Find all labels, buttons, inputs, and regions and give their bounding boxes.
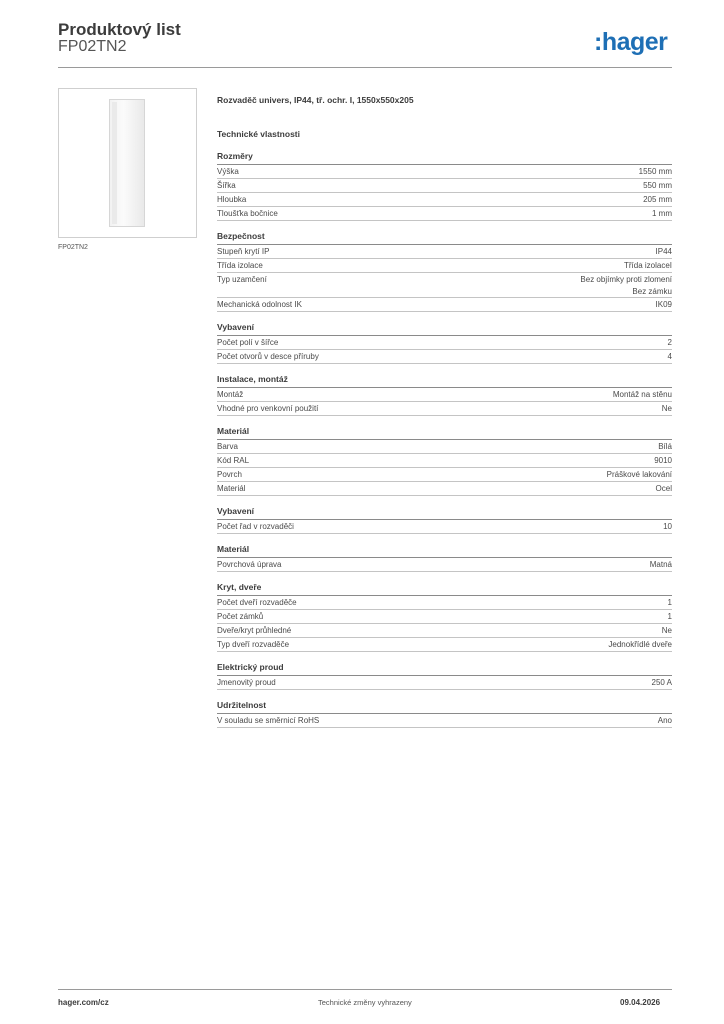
- header-divider: [58, 67, 672, 68]
- product-code: FP02TN2: [58, 38, 127, 55]
- spec-label: Povrchová úprava: [217, 560, 282, 569]
- product-title: Rozvaděč univers, IP44, tř. ochr. I, 1550x550x205: [217, 95, 414, 105]
- footer-website[interactable]: hager.com/cz: [58, 998, 109, 1007]
- spec-value: 4: [667, 352, 672, 361]
- spec-label: Počet řad v rozvaděči: [217, 522, 294, 531]
- spec-label: Šířka: [217, 181, 236, 190]
- spec-value: Třída izolaceI: [623, 261, 672, 270]
- tech-heading: Technické vlastnosti: [217, 129, 300, 139]
- spec-label: Kód RAL: [217, 456, 250, 465]
- spec-label: Výška: [217, 167, 239, 176]
- spec-label: Mechanická odolnost IK: [217, 300, 302, 309]
- spec-value: 205 mm: [643, 195, 672, 204]
- spec-row: [217, 273, 672, 298]
- spec-row: [217, 520, 672, 534]
- spec-value: 9010: [654, 456, 672, 465]
- section-title: Bezpečnost: [217, 231, 672, 245]
- spec-row: [217, 468, 672, 482]
- spec-label: Povrch: [217, 470, 242, 479]
- spec-value: 1 mm: [652, 209, 672, 218]
- spec-row: [217, 245, 672, 259]
- section-title: Materiál: [217, 544, 672, 558]
- spec-sections: [217, 151, 672, 728]
- spec-value: 1550 mm: [638, 167, 672, 176]
- spec-row: [217, 610, 672, 624]
- spec-row: [217, 676, 672, 690]
- spec-value: Bílá: [658, 442, 672, 451]
- spec-label: Typ uzamčení: [217, 275, 267, 284]
- spec-value: Ocel: [655, 484, 672, 493]
- spec-value: [580, 274, 672, 297]
- spec-value: 1: [667, 598, 672, 607]
- section-title: Elektrický proud: [217, 662, 672, 676]
- product-image: [58, 88, 197, 238]
- cabinet-illustration: [109, 99, 145, 227]
- spec-label: Počet dveří rozvaděče: [217, 598, 297, 607]
- spec-row: [217, 179, 672, 193]
- section-title: Vybavení: [217, 322, 672, 336]
- spec-row: [217, 440, 672, 454]
- spec-value: Ano: [657, 716, 672, 725]
- spec-row: [217, 350, 672, 364]
- section-title: Materiál: [217, 426, 672, 440]
- spec-row: [217, 454, 672, 468]
- spec-section: [217, 582, 672, 652]
- footer-divider: [58, 989, 672, 990]
- spec-value: Ne: [661, 626, 672, 635]
- section-title: Vybavení: [217, 506, 672, 520]
- spec-value-line: Bez zámku: [632, 286, 672, 296]
- spec-row: [217, 638, 672, 652]
- spec-label: Barva: [217, 442, 238, 451]
- spec-label: Počet zámků: [217, 612, 264, 621]
- spec-row: [217, 336, 672, 350]
- section-title: Udržitelnost: [217, 700, 672, 714]
- footer-date: 09.04.2026: [620, 998, 661, 1007]
- spec-section: [217, 662, 672, 690]
- spec-value: 10: [663, 522, 672, 531]
- footer-note: Technické změny vyhrazeny: [318, 998, 412, 1007]
- section-title: Kryt, dveře: [217, 582, 672, 596]
- spec-content: [217, 95, 672, 728]
- spec-row: [217, 558, 672, 572]
- spec-label: Materiál: [217, 484, 246, 493]
- spec-section: [217, 322, 672, 364]
- spec-row: [217, 193, 672, 207]
- section-title: Rozměry: [217, 151, 672, 165]
- spec-section: [217, 151, 672, 221]
- spec-value: IK09: [655, 300, 672, 309]
- spec-label: Typ dveří rozvaděče: [217, 640, 290, 649]
- spec-value: Montáž na stěnu: [612, 390, 672, 399]
- spec-row: [217, 259, 672, 273]
- spec-row: [217, 624, 672, 638]
- spec-value: Práškové lakování: [606, 470, 672, 479]
- spec-label: Stupeň krytí IP: [217, 247, 270, 256]
- spec-value: Ne: [661, 404, 672, 413]
- spec-section: [217, 231, 672, 312]
- spec-row: [217, 482, 672, 496]
- spec-label: Jmenovitý proud: [217, 678, 276, 687]
- spec-section: [217, 374, 672, 416]
- spec-row: [217, 388, 672, 402]
- spec-section: [217, 506, 672, 534]
- spec-row: [217, 165, 672, 179]
- spec-section: [217, 544, 672, 572]
- spec-label: Počet polí v šířce: [217, 338, 279, 347]
- spec-value: IP44: [655, 247, 672, 256]
- spec-value: 2: [667, 338, 672, 347]
- spec-label: Dveře/kryt průhledné: [217, 626, 292, 635]
- spec-label: Počet otvorů v desce příruby: [217, 352, 319, 361]
- spec-value: 1: [667, 612, 672, 621]
- section-title: Instalace, montáž: [217, 374, 672, 388]
- spec-label: Vhodné pro venkovní použití: [217, 404, 319, 413]
- hager-logo: :hager: [594, 28, 668, 56]
- spec-row: [217, 298, 672, 312]
- spec-section: [217, 426, 672, 496]
- spec-value: Matná: [649, 560, 672, 569]
- spec-value: Jednokřídlé dveře: [608, 640, 672, 649]
- spec-row: [217, 207, 672, 221]
- spec-value: 250 A: [651, 678, 672, 687]
- spec-value: 550 mm: [643, 181, 672, 190]
- spec-row: [217, 714, 672, 728]
- spec-label: Hloubka: [217, 195, 247, 204]
- spec-row: [217, 596, 672, 610]
- spec-label: V souladu se směrnicí RoHS: [217, 716, 320, 725]
- spec-value-line: Bez objímky proti zlomení: [580, 275, 672, 284]
- spec-label: Montáž: [217, 390, 244, 399]
- spec-section: [217, 700, 672, 728]
- page-title: Produktový list: [58, 20, 181, 39]
- spec-label: Tloušťka bočnice: [217, 209, 278, 218]
- spec-row: [217, 402, 672, 416]
- spec-label: Třída izolace: [217, 261, 263, 270]
- image-caption: FP02TN2: [58, 244, 88, 251]
